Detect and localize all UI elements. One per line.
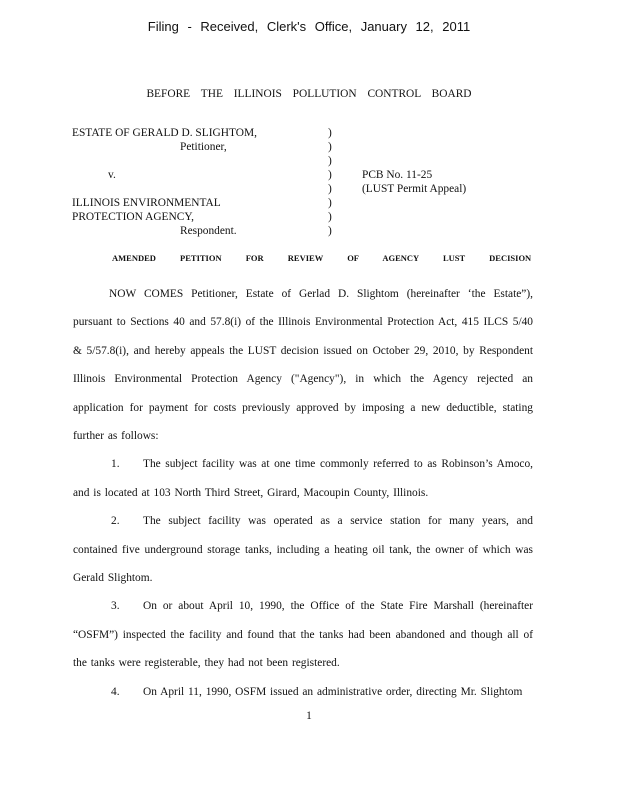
- paragraph-number: 1.: [111, 458, 120, 471]
- petitioner-name: ESTATE OF GERALD D. SLIGHTOM,: [72, 127, 257, 139]
- caption-row: [72, 225, 552, 239]
- paragraph-number: 4.: [111, 685, 120, 698]
- caption-paren: ): [328, 183, 332, 195]
- filing-stamp-header: Filing - Received, Clerk's Office, January 12, 2011: [147, 19, 471, 34]
- respondent-role: Respondent.: [180, 225, 237, 237]
- caption-paren: ): [328, 127, 332, 139]
- respondent-name-line1: ILLINOIS ENVIRONMENTAL: [72, 197, 221, 209]
- paragraph-text: On or about April 10, 1990, the Office of the State Fire Marshall (hereinafter “OSFM”) inspected the facility and found that the tanks had been abandoned and though all of the tanks were registerable, they had not been registered.: [73, 600, 533, 670]
- case-caption: [72, 127, 552, 239]
- caption-row: [72, 141, 552, 155]
- caption-row: [72, 211, 552, 225]
- caption-row: [72, 155, 552, 169]
- numbered-paragraph: [73, 450, 533, 507]
- caption-paren: ): [328, 225, 332, 237]
- paragraph-number: 2.: [111, 515, 120, 528]
- respondent-name-line2: PROTECTION AGENCY,: [72, 211, 194, 223]
- caption-paren: ): [328, 169, 332, 181]
- caption-row: [72, 183, 552, 197]
- numbered-paragraph: [73, 678, 533, 706]
- page-number: 1: [306, 710, 312, 722]
- paragraph-text: NOW COMES Petitioner, Estate of Gerlad D. Slightom (hereinafter ‘the Estate”), pursuant to Sections 40 and 57.8(i) of the Illinois Environmental Protection Act, 415 ILCS 5/40 & 5/57.8(i), and hereby appeals the LUST decision issued on October 29, 2010, by Respondent Illinois Environmental Protection Agency ("Agency"), in which the Agency rejected an application for payment for costs previously approved by imposing a new deductible, stating further as follows:: [73, 288, 533, 443]
- caption-row: [72, 197, 552, 211]
- paragraph-text: The subject facility was at one time commonly referred to as Robinson’s Amoco, and is located at 103 North Third Street, Girard, Macoupin County, Illinois.: [73, 458, 533, 499]
- petitioner-role: Petitioner,: [180, 141, 227, 153]
- petition-body: [73, 280, 533, 706]
- caption-row: [72, 127, 552, 141]
- paragraph-number: 3.: [111, 600, 120, 613]
- versus: v.: [108, 169, 116, 181]
- paragraph-text: On April 11, 1990, OSFM issued an administrative order, directing Mr. Slightom: [143, 685, 523, 698]
- document-title: AMENDED PETITION FOR REVIEW OF AGENCY LUST DECISION: [112, 253, 532, 263]
- caption-paren: ): [328, 155, 332, 167]
- caption-paren: ): [328, 197, 332, 209]
- numbered-paragraph: [73, 592, 533, 677]
- board-title: BEFORE THE ILLINOIS POLLUTION CONTROL BOARD: [146, 88, 472, 100]
- paragraph-text: The subject facility was operated as a service station for many years, and contained five underground storage tanks, including a heating oil tank, the owner of which was Gerald Slightom.: [73, 515, 533, 585]
- numbered-paragraph: [73, 507, 533, 592]
- caption-paren: ): [328, 141, 332, 153]
- caption-row: [72, 169, 552, 183]
- caption-paren: ): [328, 211, 332, 223]
- case-number: PCB No. 11-25: [362, 169, 433, 181]
- case-type: (LUST Permit Appeal): [362, 183, 467, 195]
- intro-paragraph: [73, 280, 533, 450]
